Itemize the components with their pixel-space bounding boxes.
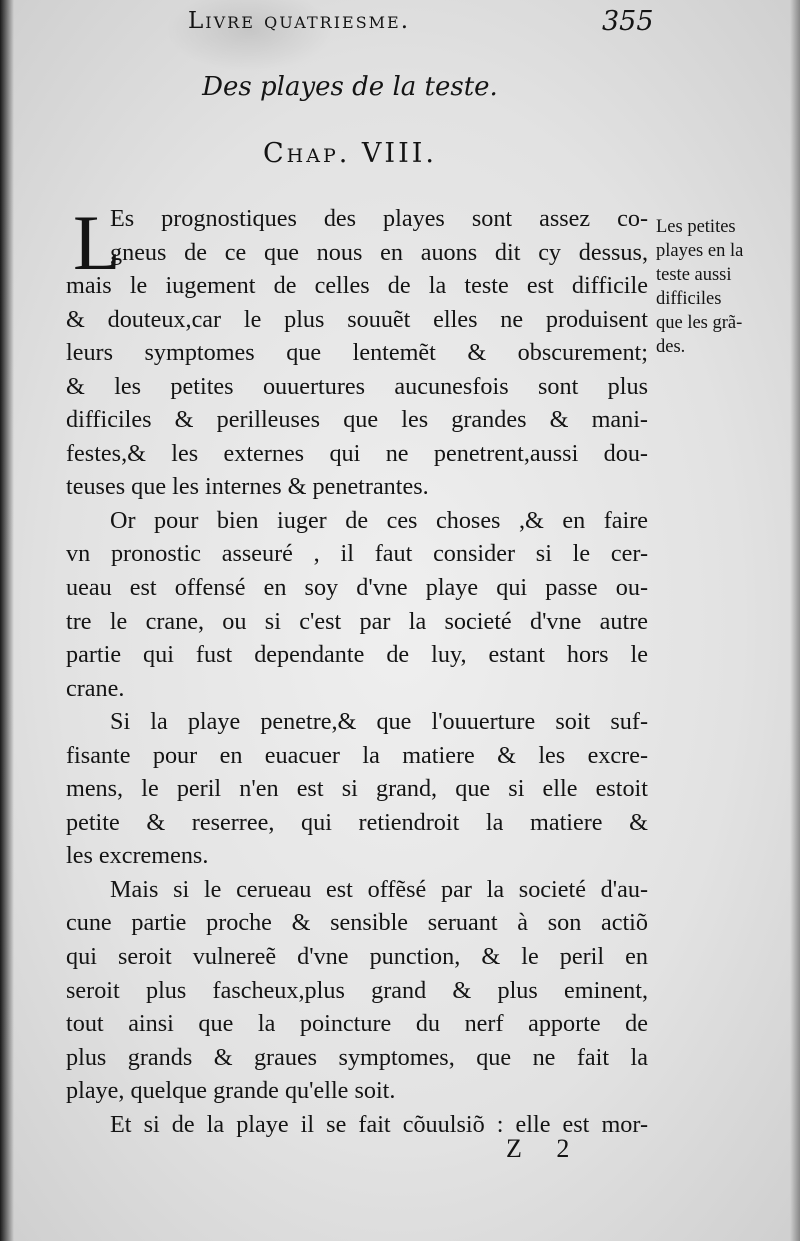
running-head: Livre quatriesme. — [188, 8, 411, 34]
text-line: tre le crane, ou si c'est par la societé d'vne autre — [66, 607, 648, 635]
text-line: petite & reserree, qui retiendroit la matiere & — [66, 808, 648, 836]
margin-note-line: des. — [656, 337, 686, 357]
text-line: leurs symptomes que lentemẽt & obscurement; — [66, 339, 648, 367]
margin-note — [656, 215, 781, 359]
text-line: festes,& les externes qui ne penetrent,aussi dou- — [66, 439, 648, 467]
text-line: difficiles & perilleuses que les grandes & mani- — [66, 406, 648, 434]
text-line: plus grands & graues symptomes, que ne fait la — [66, 1043, 648, 1071]
text-line: Es prognostiques des playes sont assez co- — [110, 205, 648, 232]
text-line: ueau est offensé en soy d'vne playe qui passe ou- — [66, 574, 648, 602]
text-line: les excremens. — [66, 842, 209, 870]
body-text — [66, 199, 648, 1141]
signature-mark: Z 2 — [506, 1134, 584, 1163]
text-line: playe, quelque grande qu'elle soit. — [66, 1077, 396, 1105]
text-line: Or pour bien iuger de ces choses ,& en faire — [110, 506, 648, 534]
text-line: fisante pour en euacuer la matiere & les excre- — [66, 741, 648, 769]
text-line: & douteux,car le plus souuẽt elles ne produisent — [66, 305, 648, 333]
page-number: 355 — [602, 6, 654, 37]
text-line: Mais si le cerueau est offẽsé par la societé d'au- — [110, 875, 648, 903]
text-line: qui seroit vulnereẽ d'vne punction, & le peril en — [66, 943, 648, 971]
text-line: mens, le peril n'en est si grand, que si elle estoit — [66, 775, 648, 803]
text-line: partie qui fust dependante de luy, estant hors le — [66, 641, 648, 669]
text-line: & les petites ouuertures aucunesfois sont plus — [66, 372, 648, 400]
text-line: mais le iugement de celles de la teste est difficile — [66, 272, 648, 300]
margin-note-line: que les grã- — [656, 313, 743, 333]
margin-note-line: teste aussi — [656, 265, 732, 285]
text-line: Et si de la playe il se fait cõuulsiõ : elle est mor- — [110, 1110, 648, 1138]
text-line: gneus de ce que nous en auons dit cy dessus, — [110, 238, 648, 266]
text-line: seroit plus fascheux,plus grand & plus eminent, — [66, 976, 648, 1004]
text-line: vn pronostic asseuré , il faut consider si le cer- — [66, 540, 648, 568]
drop-cap: L — [73, 199, 121, 286]
margin-note-line: playes en la — [656, 241, 744, 261]
text-line: tout ainsi que la poincture du nerf apporte de — [66, 1010, 648, 1038]
text-line: Si la playe penetre,& que l'ouuerture soit suf- — [110, 708, 648, 736]
text-line: teuses que les internes & penetrantes. — [66, 473, 429, 501]
text-line: cune partie proche & sensible seruant à son actiõ — [66, 909, 648, 937]
text-line: crane. — [66, 674, 125, 702]
margin-note-line: Les petites — [656, 217, 736, 237]
chapter-title: Chap. VIII. — [263, 138, 437, 169]
section-title: Des playes de la teste. — [202, 72, 498, 102]
margin-note-line: difficiles — [656, 289, 722, 309]
